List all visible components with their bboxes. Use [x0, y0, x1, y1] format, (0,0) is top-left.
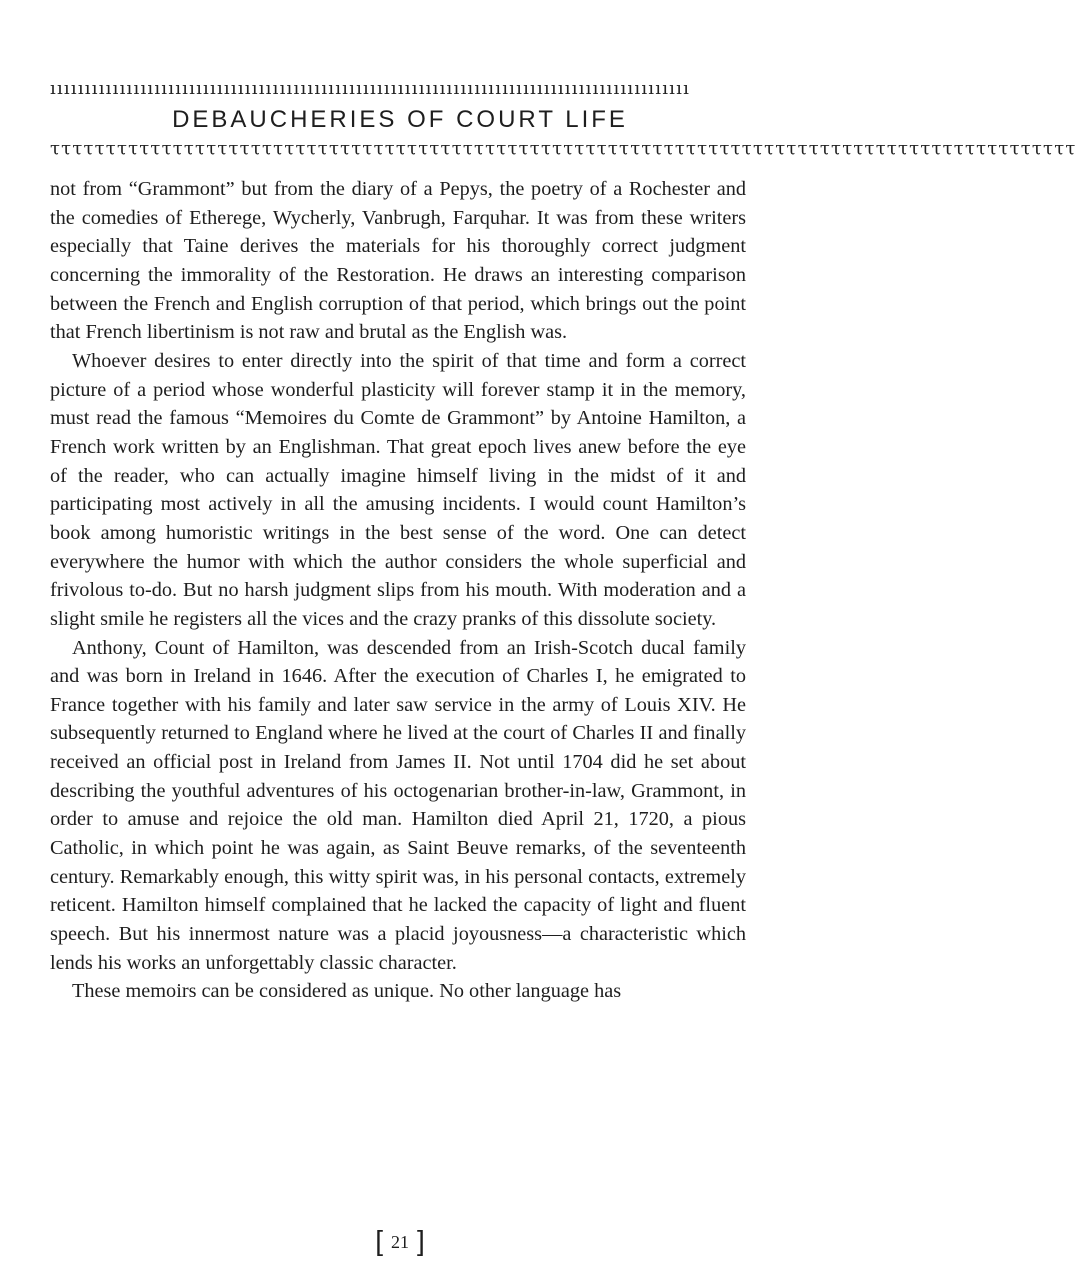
paragraph: Anthony, Count of Hamilton, was descended from an Irish-Scotch ducal family and was born in Ireland in 1646. After the execution of Charles I, he emigrated to France together with his family and later saw service in the army of Louis XIV. He subsequently returned to England where he lived at the court of Charles II and finally received an official post in Ireland from James II. Not until 1704 did he set about describing the youthful adventures of his octogenarian brother-in-law, Grammont, in order to amuse and rejoice the old man. Hamilton died April 21, 1720, a pious Catholic, in which point he was again, as Saint Beuve remarks, of the seventeenth century. Remarkably enough, this witty spirit was, in his personal contacts, extremely reticent. Hamilton himself complained that he lacked the capacity of light and fluent speech. But his innermost nature was a placid joyousness—a characteristic which lends his works an unforgettably classic character. — [50, 636, 746, 974]
page-number: 21 — [391, 1232, 409, 1252]
folio-bracket-close: ] — [417, 1225, 425, 1256]
page-number-footer — [0, 1225, 800, 1257]
paragraph: not from “Grammont” but from the diary of a Pepys, the poetry of a Rochester and the comedies of Etherege, Wycherly, Vanbrugh, Farquhar. It was from these writers especially that Taine derives the materials for his thoroughly correct judgment concerning the immorality of the Restoration. He draws an interesting comparison between the French and English corruption of that period, which brings out the point that French libertinism is not raw and brutal as the English was. — [50, 178, 746, 344]
paragraph: These memoirs can be considered as unique. No other language has — [72, 980, 622, 1003]
running-head-title: DEBAUCHERIES OF COURT LIFE — [172, 106, 628, 133]
header-ornament-top: ıııııııııııııııııııııııııııııııııııııııııııııııııııııııııııııııııııııııııııııııııııııııııııı — [50, 78, 691, 99]
header-ornament-bottom: ττττττττττττττττττττττττττττττττττττττττττττττττττττττττττττττττττττττττττττττττττττττττττττ — [50, 138, 1077, 159]
folio-bracket-open: [ — [375, 1225, 383, 1256]
paragraph: Whoever desires to enter directly into the spirit of that time and form a correct picture of a period whose wonderful plasticity will forever stamp it in the memory, must read the famous “Memoires du Comte de Grammont” by Antoine Hamilton, a French work written by an Englishman. That great epoch lives anew before the eye of the reader, who can actually imagine himself living in the midst of it and participating most actively in all the amusing incidents. I would count Hamilton’s book among humoristic writings in the best sense of the word. One can detect everywhere the humor with which the author considers the whole superficial and frivolous to-do. But no harsh judgment slips from his mouth. With moderation and a slight smile he registers all the vices and the crazy pranks of this dissolute society. — [50, 349, 746, 630]
body-text — [50, 175, 746, 1006]
